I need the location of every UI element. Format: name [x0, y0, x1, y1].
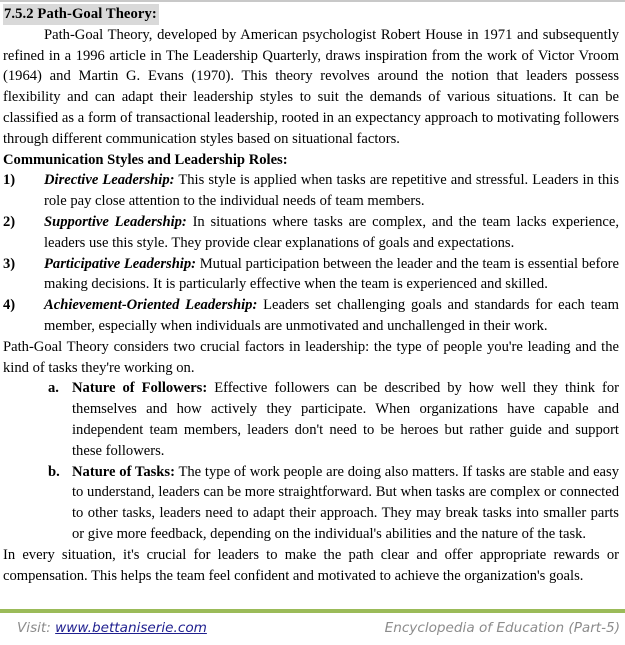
section-heading-row — [3, 4, 619, 25]
factors-intro: Path-Goal Theory considers two crucial factors in leadership: the type of people you're leading and the kind of tasks they're working on. — [3, 338, 619, 376]
footer-book-title: Encyclopedia of Education (Part-5) — [384, 620, 620, 636]
top-rule — [0, 0, 625, 2]
factor-text: Effective followers can be described by how well they think for themselves and how actively they participate. When organizations have capable and independent team members, leaders don't need to be heroes but rather guide and support these followers. — [72, 380, 620, 459]
factor-letter: a. — [48, 380, 59, 397]
page-footer — [0, 617, 625, 641]
factor-body — [72, 378, 619, 461]
factor-body — [72, 462, 619, 545]
factor-item — [3, 462, 619, 545]
conclusion-paragraph: In every situation, it's crucial for leaders to make the path clear and offer appropriate rewards or compensation. This helps the team feel confident and motivated to achieve the organization's goals. — [3, 546, 619, 584]
roles-list — [3, 170, 619, 336]
factor-term: Nature of Tasks: — [72, 463, 175, 480]
role-number: 2) — [3, 213, 16, 230]
factor-term: Nature of Followers: — [72, 380, 208, 397]
role-term: Supportive Leadership: — [44, 213, 187, 230]
footer-rule — [0, 609, 625, 613]
role-text: Mutual participation between the leader and the team is essential before making decisions. It is particularly effective when the team is experienced and skilled. — [44, 255, 619, 293]
factors-list — [3, 378, 619, 544]
factor-letter: b. — [48, 463, 60, 480]
role-item — [3, 170, 619, 212]
role-item — [3, 295, 619, 337]
role-item — [3, 254, 619, 296]
roles-heading: Communication Styles and Leadership Roles: — [3, 151, 288, 168]
section-heading: 7.5.2 Path-Goal Theory: — [3, 4, 159, 25]
role-number: 1) — [3, 172, 16, 189]
footer-visit — [17, 620, 207, 636]
website-link[interactable]: www.bettaniserie.com — [55, 620, 207, 636]
role-term: Directive Leadership: — [44, 172, 175, 189]
role-body — [44, 212, 619, 254]
role-item — [3, 212, 619, 254]
role-text: Leaders set challenging goals and standards for each team member, especially when individuals are unmotivated and unchallenged in their work. — [44, 297, 619, 334]
role-text: This style is applied when tasks are repetitive and stressful. Leaders in this role pay close attention to the individual needs of team members. — [44, 172, 620, 210]
role-number: 3) — [3, 255, 16, 272]
role-number: 4) — [3, 297, 16, 314]
role-term: Achievement-Oriented Leadership: — [44, 297, 258, 314]
intro-paragraph: Path-Goal Theory, developed by American psychologist Robert House in 1971 and subsequently refined in a 1996 article in The Leadership Quarterly, draws inspiration from the work of Victor Vroom (1964) and Martin G. Evans (1970). This theory revolves around the notion that leaders possess flexibility and can adapt their leadership styles to suit the demands of various situations. It can be classified as a form of transactional leadership, rooted in an expectancy approach to motivating followers through different communication styles based on situational factors. — [3, 26, 619, 147]
factor-item — [3, 378, 619, 461]
role-text: In situations where tasks are complex, and the team lacks experience, leaders use this style. They provide clear explanations of goals and expectations. — [44, 213, 620, 251]
role-body — [44, 295, 619, 337]
role-body — [44, 170, 619, 212]
footer-visit-label: Visit: — [17, 620, 56, 636]
role-term: Participative Leadership: — [44, 255, 197, 272]
role-body — [44, 254, 619, 296]
factor-text: The type of work people are doing also matters. If tasks are stable and easy to understand, leaders can be more straightforward. But when tasks are complex or connected to other tasks, leaders need to adapt their approach. They may break tasks into smaller parts or give more feedback, depending on the individual's abilities and the nature of the task. — [72, 463, 620, 542]
document-page — [3, 4, 619, 586]
